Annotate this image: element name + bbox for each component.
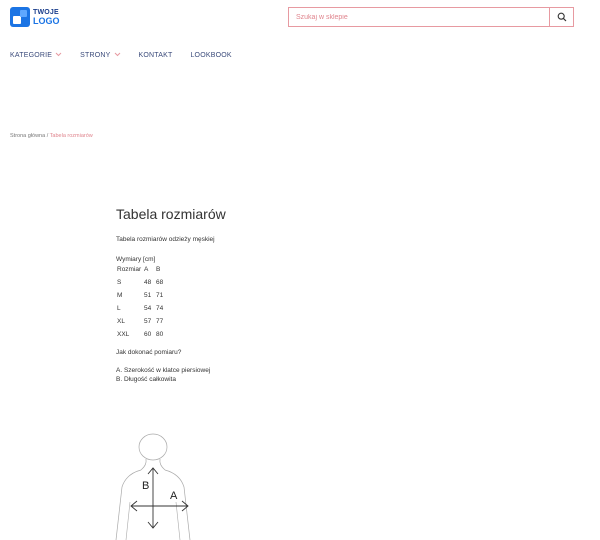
breadcrumb-home[interactable]: Strona główna (10, 133, 46, 139)
table-row (116, 279, 163, 292)
diagram-label-b: B (142, 480, 150, 492)
table-cell: 60 (144, 331, 152, 338)
measure-b-text: B. Długość całkowita (116, 376, 176, 383)
table-cell: 77 (156, 318, 164, 325)
breadcrumb-separator: / (45, 133, 50, 139)
dimensions-label: Wymiary [cm] (116, 256, 156, 263)
search-button[interactable] (549, 8, 573, 26)
table-cell: 68 (156, 279, 164, 286)
table-cell: 48 (144, 279, 152, 286)
search-icon (557, 12, 567, 22)
page-title: Tabela rozmiarów (116, 206, 226, 222)
table-header-cell: Rozmiar (117, 266, 142, 273)
size-table (116, 266, 163, 344)
nav-item-kategorie[interactable] (10, 52, 62, 59)
search-bar (288, 7, 574, 27)
page-content (116, 206, 416, 384)
table-row (116, 331, 163, 344)
table-cell: 74 (156, 305, 164, 312)
table-row (116, 305, 163, 318)
table-row (116, 292, 163, 305)
chevron-down-icon (114, 52, 121, 59)
search-input[interactable] (289, 8, 549, 26)
measure-a-text: A. Szerokość w klatce piersiowej (116, 367, 211, 374)
logo-line2: LOGO (33, 16, 60, 26)
table-header-row (116, 266, 163, 279)
logo-line1: TWOJE (33, 9, 59, 16)
table-cell: 57 (144, 318, 152, 325)
table-header-cell: B (156, 266, 161, 273)
breadcrumb (10, 133, 93, 139)
table-cell: 80 (156, 331, 164, 338)
logo-mark-icon (10, 7, 30, 27)
nav-item-label: STRONY (80, 52, 111, 59)
table-row (116, 318, 163, 331)
nav-item-label: KATEGORIE (10, 52, 53, 59)
how-to-measure-heading: Jak dokonać pomiaru? (116, 349, 182, 356)
nav-item-label: KONTAKT (138, 52, 173, 59)
breadcrumb-current: Tabela rozmiarów (49, 133, 93, 139)
chevron-down-icon (55, 52, 62, 59)
table-cell: L (117, 305, 121, 312)
table-cell: 71 (156, 292, 164, 299)
page-subtitle: Tabela rozmiarów odzieży męskiej (116, 236, 215, 243)
nav-item-lookbook[interactable] (190, 52, 231, 59)
nav-item-kontakt[interactable] (139, 52, 173, 59)
table-cell: S (117, 279, 122, 286)
nav-item-label: LOOKBOOK (190, 52, 232, 59)
table-cell: 51 (144, 292, 152, 299)
nav-item-strony[interactable] (80, 52, 120, 59)
diagram-label-a: A (170, 490, 178, 502)
measurement-diagram (108, 432, 218, 540)
main-nav (10, 52, 250, 59)
table-header-cell: A (144, 266, 149, 273)
table-cell: M (117, 292, 123, 299)
logo[interactable] (10, 7, 60, 27)
table-cell: 54 (144, 305, 152, 312)
table-cell: XL (117, 318, 125, 325)
logo-text (33, 9, 60, 25)
torso-diagram-icon (108, 432, 218, 540)
table-cell: XXL (117, 331, 130, 338)
